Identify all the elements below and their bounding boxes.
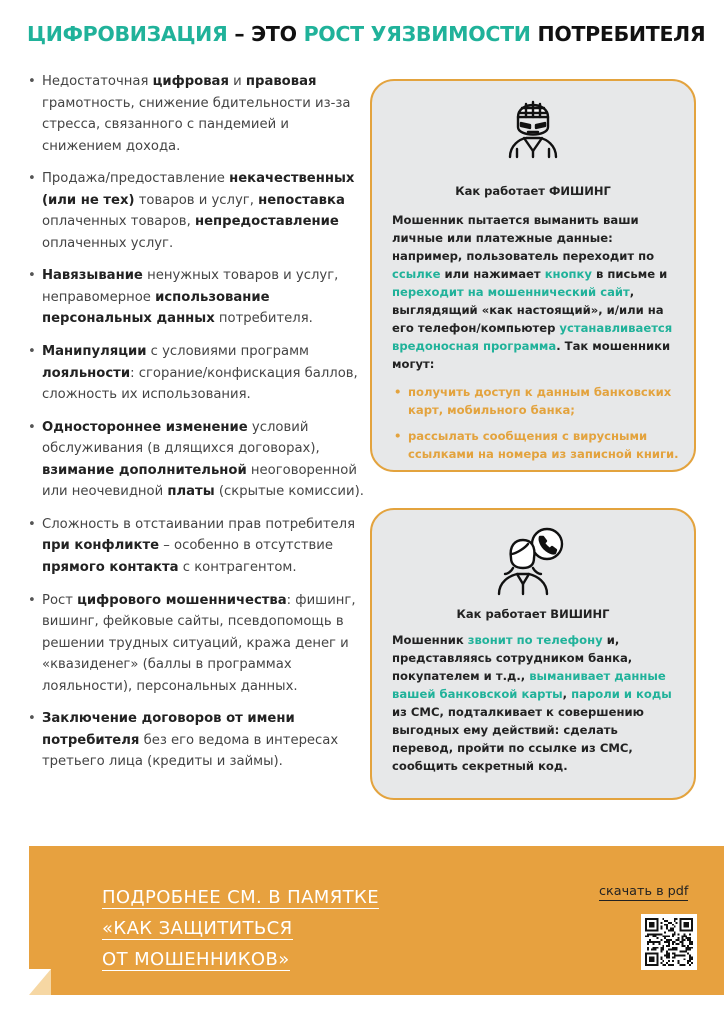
text-run: и, представляясь сотрудником банка, покупателем и т.д., [392,633,633,683]
text-run: оплаченных товаров, [42,214,195,230]
text-run: . Так мошенники могут: [392,339,671,371]
page-title [27,22,717,46]
title-part-3: РОСТ УЯЗВИМОСТИ [303,22,531,46]
emphasis-text: некачественных (или не тех) [42,171,355,208]
text-run: из СМС, подталкивает к совершению выгодных ему действий: сделать перевод, пройти по ссылке из СМС, сообщить секретный код. [392,705,644,773]
text-run: Мошенник пытается выманить ваши личные или платежные данные: например, пользователь переходит по [392,213,655,263]
text-run: : сгорание/конфискация баллов, сложность их использования. [42,365,358,403]
risk-item [26,514,366,579]
risk-list [26,71,366,784]
phishing-consequence-item: • получить доступ к данным банковских карт, мобильного банка; [392,383,680,419]
title-part-1: ЦИФРОВИЗАЦИЯ [27,22,228,46]
text-run: потребителя. [214,311,313,327]
risk-item [26,417,366,503]
risk-item [26,71,366,157]
emphasis-text: устанавливается вредоносная программа [392,321,673,353]
vishing-card [370,508,696,800]
text-run: с условиями программ [146,344,309,360]
text-run: оплаченных услуг. [42,235,174,251]
emphasis-text: Навязывание [42,268,143,284]
phishing-card [370,79,696,472]
phishing-body [392,211,680,471]
risk-item [26,590,366,698]
text-run: Недостаточная [42,74,153,89]
memo-link-line-3[interactable]: ОТ МОШЕННИКОВ» [102,949,290,970]
memo-link-line-2[interactable]: «КАК ЗАЩИТИТЬСЯ [102,918,293,939]
qr-code-icon[interactable] [641,914,697,970]
emphasis-text: взимание дополнительной [42,462,247,478]
emphasis-text: переходит на мошеннический сайт [392,285,630,299]
banner-folded-corner [29,969,51,995]
phishing-consequences-list [392,383,680,463]
emphasis-text: ссылке [392,267,441,281]
emphasis-text: непоставка [258,192,345,208]
text-run: Сложность в отстаивании прав потребителя [42,516,356,532]
text-run: Рост [42,592,78,608]
emphasis-text: звонит по телефону [467,633,603,647]
text-run: Продажа/предоставление [42,171,230,187]
text-run: неоговоренной или неочевидной [42,462,357,500]
text-run: и [228,74,246,89]
emphasis-text: кнопку [544,267,592,281]
emphasis-text: Манипуляции [42,344,147,360]
emphasis-text: цифрового мошенничества [77,592,287,608]
text-run: товаров и услуг, [134,192,259,208]
hacker-icon [502,93,564,167]
emphasis-text: выманивает данные вашей банковской карты [392,669,666,701]
text-run: условий обслуживания (в длящихся договорах), [42,419,320,457]
emphasis-text: цифровая [152,74,229,89]
memo-link[interactable] [102,884,379,977]
emphasis-text: правовая [245,74,317,89]
emphasis-text: непредоставление [194,214,339,230]
memo-banner [29,846,724,995]
emphasis-text: Одностороннее изменение [42,419,248,435]
risk-item [26,341,366,406]
emphasis-text: при конфликте [42,538,160,554]
text-run: без его ведома в интересах третьего лица (кредиты и займы). [42,732,339,770]
phone-caller-icon [495,524,571,600]
phishing-consequence-item: • рассылать сообщения с вирусными ссылками на номера из записной книги. [392,427,680,463]
text-run: Мошенник [392,633,468,647]
emphasis-text: платы [167,484,215,500]
text-run: , [562,687,572,701]
text-run: , выглядящий «как настоящий», и/или на его телефон/компьютер [392,285,664,335]
text-run: – особенно в отсутствие [159,538,333,554]
emphasis-text: пароли и коды [571,687,672,701]
emphasis-text: Заключение договоров от имени потребителя [42,711,295,748]
risk-item [26,708,366,773]
vishing-body [392,631,680,775]
text-run: или нажимает [440,267,545,281]
emphasis-text: использование персональных данных [42,289,270,327]
title-part-2: – ЭТО [227,22,304,46]
text-run: грамотность, снижение бдительности из-за стресса, связанного с пандемией и снижением дохода. [42,95,351,154]
text-run: : фишинг, вишинг, фейковые сайты, псевдопомощь в решении трудных ситуаций, кража денег и «квазиденег» (баллы в программах лояльности), персональных данных. [42,592,356,694]
risk-item [26,168,366,254]
phishing-title: Как работает ФИШИНГ [455,184,611,198]
text-run: с контрагентом. [178,559,297,575]
vishing-title: Как работает ВИШИНГ [456,607,610,621]
text-run: в письме и [591,267,668,281]
text-run: (скрытые комиссии). [214,484,364,500]
text-run: ненужных товаров и услуг, неправомерное [42,268,339,305]
emphasis-text: прямого контакта [42,559,179,575]
memo-link-line-1[interactable]: ПОДРОБНЕЕ СМ. В ПАМЯТКЕ [102,887,379,908]
download-pdf-link[interactable]: скачать в pdf [599,884,689,899]
title-part-4: ПОТРЕБИТЕЛЯ [530,22,706,46]
emphasis-text: лояльности [42,365,131,381]
risk-item [26,265,366,330]
